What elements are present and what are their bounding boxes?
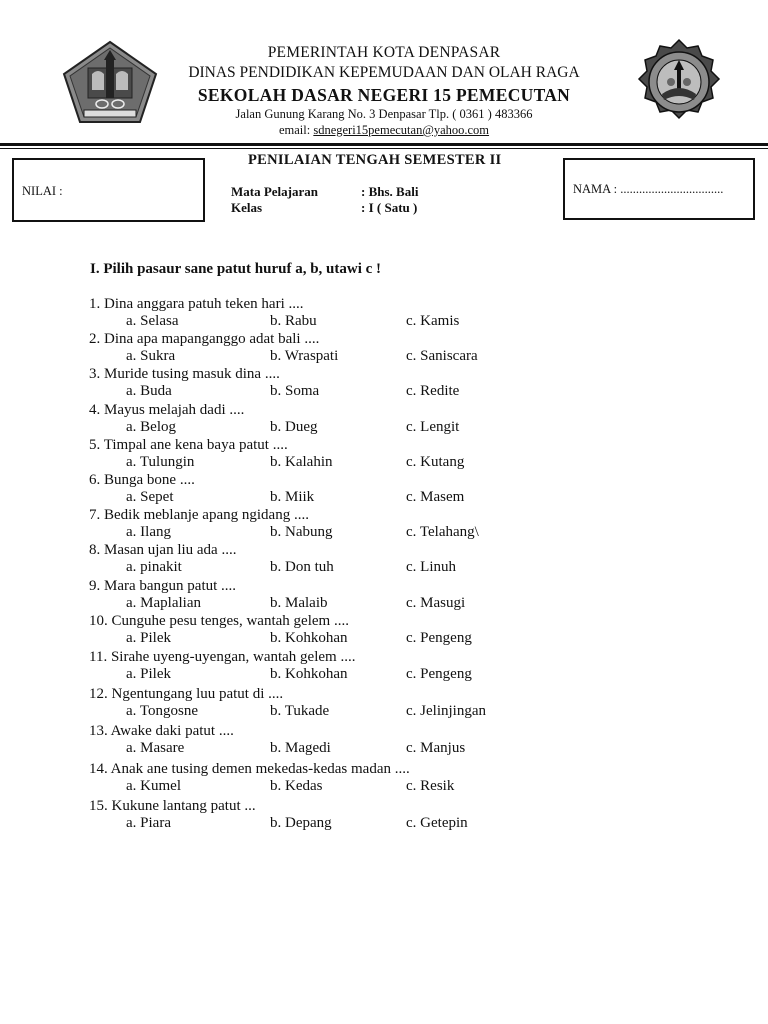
question-text: 10. Cunguhe pesu tenges, wantah gelem .... (89, 613, 349, 629)
question-text: 7. Bedik meblanje apang ngidang .... (89, 507, 309, 523)
answer-option-c[interactable]: c. Saniscara (406, 348, 478, 364)
answer-option-b[interactable]: b. Kohkohan (270, 630, 348, 646)
section-instruction: I. Pilih pasaur sane patut huruf a, b, utawi c ! (90, 261, 382, 277)
question-text: 11. Sirahe uyeng-uyengan, wantah gelem .... (89, 649, 356, 665)
answer-option-b[interactable]: b. Soma (270, 383, 320, 399)
answer-option-b[interactable]: b. Kalahin (270, 454, 333, 470)
answer-option-b[interactable]: b. Magedi (270, 740, 331, 756)
answer-option-c[interactable]: c. Masem (406, 489, 465, 505)
answer-option-a[interactable]: a. Belog (126, 419, 176, 435)
answer-option-b[interactable]: b. Wraspati (270, 348, 339, 364)
header-divider-thin (0, 148, 768, 149)
answer-option-c[interactable]: c. Linuh (406, 559, 456, 575)
header-email-line (279, 123, 489, 138)
question-text: 3. Muride tusing masuk dina .... (89, 366, 280, 382)
question-text: 4. Mayus melajah dadi .... (89, 402, 245, 418)
answer-option-a[interactable]: a. Sepet (126, 489, 174, 505)
subject-value: : Bhs. Bali (361, 184, 419, 199)
answer-option-c[interactable]: c. Masugi (406, 595, 466, 611)
answer-option-a[interactable]: a. Tulungin (126, 454, 195, 470)
answer-option-a[interactable]: a. Ilang (126, 524, 171, 540)
nilai-box[interactable] (12, 158, 205, 222)
question-text: 14. Anak ane tusing demen mekedas-kedas madan .... (89, 761, 410, 777)
answer-option-c[interactable]: c. Getepin (406, 815, 468, 831)
answer-option-b[interactable]: b. Miik (270, 489, 315, 505)
answer-option-c[interactable]: c. Kutang (406, 454, 465, 470)
answer-option-c[interactable]: c. Kamis (406, 313, 460, 329)
class-value: : I ( Satu ) (361, 200, 418, 215)
exam-title: PENILAIAN TENGAH SEMESTER II (248, 152, 502, 168)
answer-option-a[interactable]: a. pinakit (126, 559, 182, 575)
header-government-line: PEMERINTAH KOTA DENPASAR (267, 44, 501, 61)
answer-option-c[interactable]: c. Resik (406, 778, 455, 794)
nilai-label: NILAI : (22, 184, 63, 198)
answer-option-a[interactable]: a. Piara (126, 815, 171, 831)
answer-option-a[interactable]: a. Masare (126, 740, 185, 756)
answer-option-a[interactable]: a. Selasa (126, 313, 179, 329)
answer-option-c[interactable]: c. Jelinjingan (406, 703, 486, 719)
email-label: email: (278, 123, 314, 137)
denpasar-city-emblem-icon (62, 40, 158, 124)
answer-option-b[interactable]: b. Rabu (270, 313, 317, 329)
question-text: 5. Timpal ane kena baya patut .... (89, 437, 288, 453)
answer-option-c[interactable]: c. Pengeng (406, 630, 472, 646)
answer-option-c[interactable]: c. Pengeng (406, 666, 472, 682)
header-department-line: DINAS PENDIDIKAN KEPEMUDAAN DAN OLAH RAGA (188, 64, 580, 81)
answer-option-a[interactable]: a. Pilek (126, 666, 171, 682)
nama-box[interactable] (563, 158, 755, 220)
answer-option-b[interactable]: b. Don tuh (270, 559, 334, 575)
question-text: 8. Masan ujan liu ada .... (89, 542, 237, 558)
answer-option-c[interactable]: c. Lengit (406, 419, 460, 435)
school-emblem-icon (628, 38, 730, 128)
answer-option-a[interactable]: a. Maplalian (126, 595, 201, 611)
nama-label: NAMA : ................................. (573, 182, 724, 196)
answer-option-c[interactable]: c. Manjus (406, 740, 466, 756)
question-text: 12. Ngentungang luu patut di .... (89, 686, 284, 702)
question-text: 9. Mara bangun patut .... (89, 578, 237, 594)
email-link[interactable]: sdnegeri15pemecutan@yahoo.com (313, 123, 490, 137)
class-label: Kelas (231, 200, 263, 215)
answer-option-a[interactable]: a. Pilek (126, 630, 171, 646)
answer-option-b[interactable]: b. Kohkohan (270, 666, 348, 682)
header-divider-thick (0, 143, 768, 146)
header-address: Jalan Gunung Karang No. 3 Denpasar Tlp. ( 0361 ) 483366 (235, 107, 533, 121)
header-school-name: SEKOLAH DASAR NEGERI 15 PEMECUTAN (197, 85, 571, 105)
answer-option-b[interactable]: b. Malaib (270, 595, 328, 611)
answer-option-a[interactable]: a. Buda (126, 383, 172, 399)
answer-option-c[interactable]: c. Redite (406, 383, 460, 399)
answer-option-c[interactable]: c. Telahang\ (406, 524, 479, 540)
question-text: 13. Awake daki patut .... (89, 723, 234, 739)
question-text: 1. Dina anggara patuh teken hari .... (89, 296, 304, 312)
subject-label: Mata Pelajaran (231, 184, 319, 199)
answer-option-b[interactable]: b. Nabung (270, 524, 333, 540)
answer-option-a[interactable]: a. Sukra (126, 348, 176, 364)
answer-option-a[interactable]: a. Kumel (126, 778, 181, 794)
answer-option-b[interactable]: b. Dueg (270, 419, 318, 435)
answer-option-b[interactable]: b. Tukade (270, 703, 330, 719)
answer-option-a[interactable]: a. Tongosne (126, 703, 198, 719)
answer-option-b[interactable]: b. Kedas (270, 778, 323, 794)
question-text: 6. Bunga bone .... (89, 472, 195, 488)
answer-option-b[interactable]: b. Depang (270, 815, 332, 831)
question-text: 15. Kukune lantang patut ... (89, 798, 256, 814)
question-text: 2. Dina apa mapanganggo adat bali .... (89, 331, 320, 347)
